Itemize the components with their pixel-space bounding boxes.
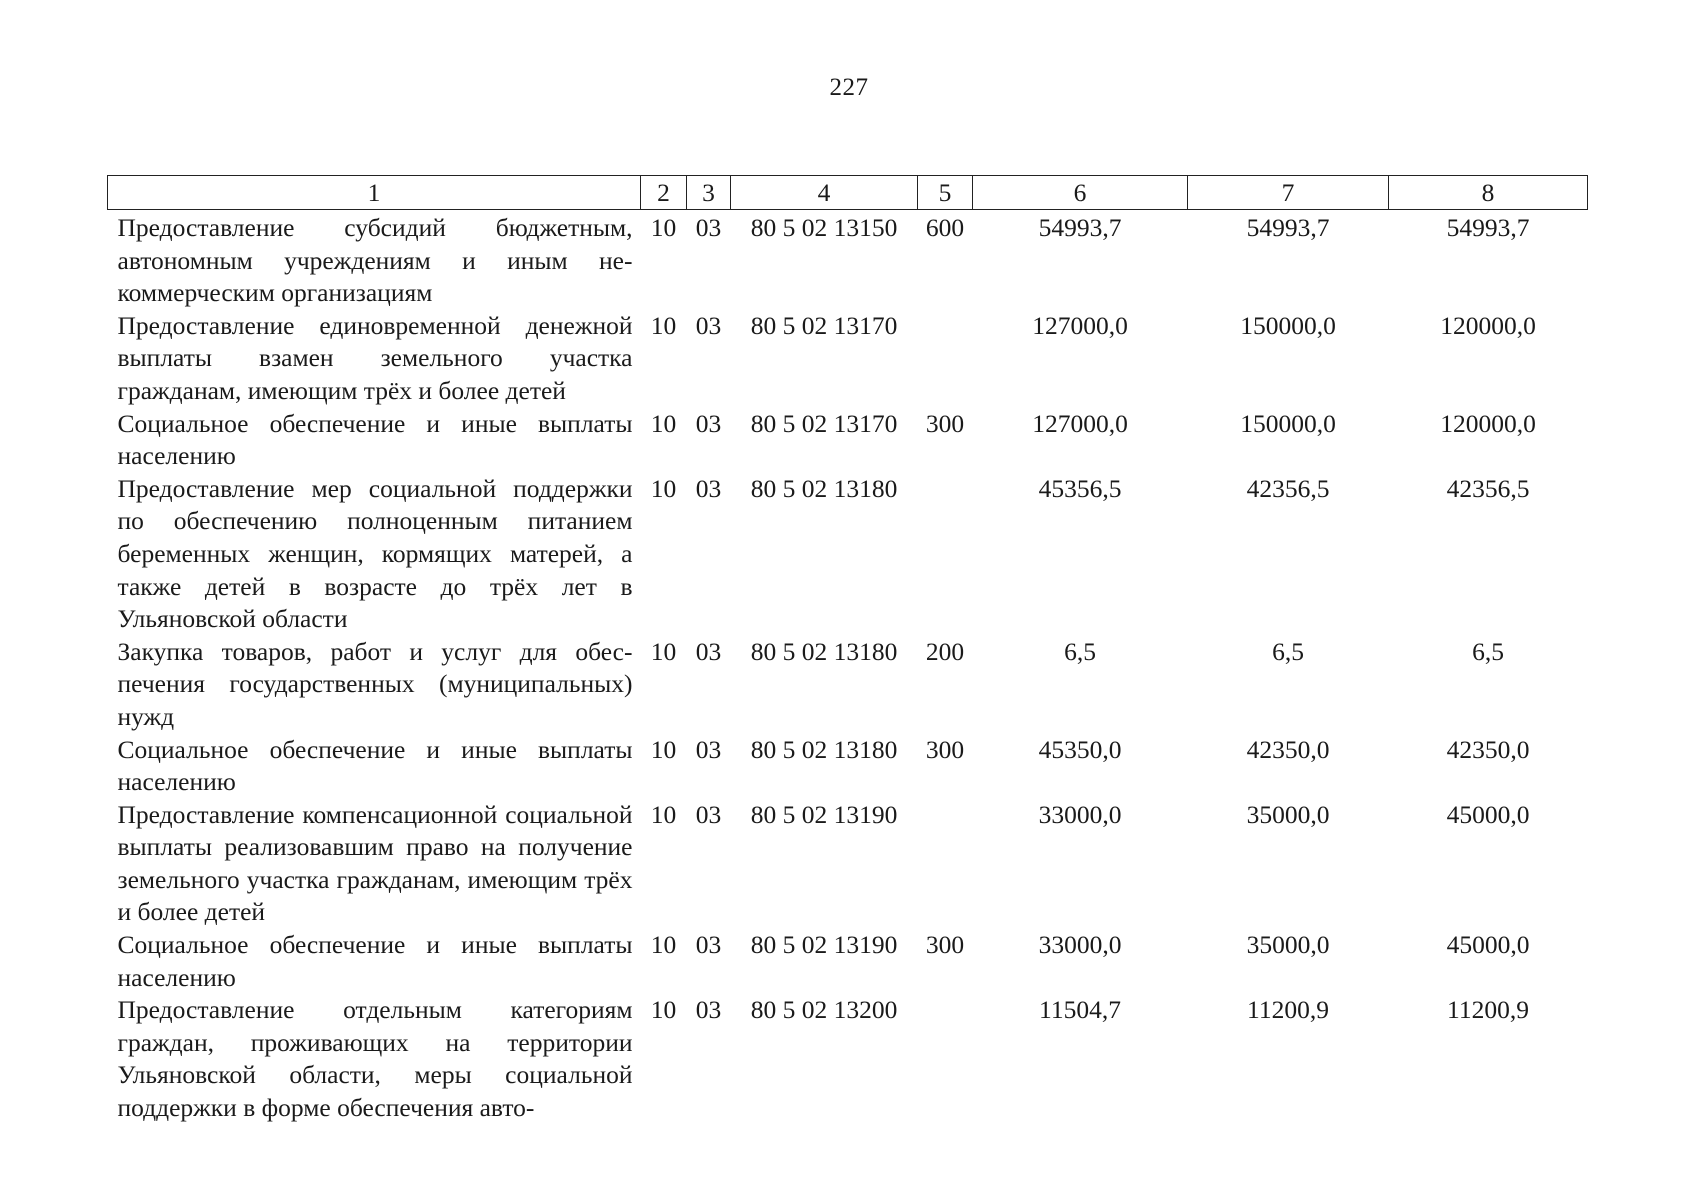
row-target-code: 80 5 02 13180: [750, 473, 898, 503]
row-name: Закупка товаров, работ и услуг для обеспечения государственных (муниципальных) нужд: [117, 636, 633, 731]
table-row: [108, 734, 1588, 799]
row-subsection: 03: [695, 799, 722, 829]
row-value-7: 54993,7: [1246, 213, 1330, 242]
row-section: 10: [650, 995, 677, 1025]
column-header: 3: [687, 176, 731, 210]
row-section: 10: [650, 930, 677, 960]
row-value-6: 127000,0: [1032, 408, 1128, 438]
row-section: 10: [650, 799, 677, 829]
row-subsection: 03: [695, 930, 722, 960]
row-target-code: 80 5 02 13190: [750, 930, 898, 960]
row-value-6: 45356,5: [1038, 473, 1122, 503]
row-subsection: 03: [695, 995, 722, 1025]
table-row: [108, 636, 1588, 734]
row-target-code: 80 5 02 13150: [750, 213, 898, 242]
row-subsection: 03: [695, 734, 722, 764]
row-target-code: 80 5 02 13180: [750, 734, 898, 764]
table-row: [108, 799, 1588, 929]
row-value-8: 42350,0: [1446, 734, 1530, 764]
row-value-7: 6,5: [1272, 636, 1304, 666]
row-value-8: 11200,9: [1447, 995, 1529, 1025]
row-subsection: 03: [695, 636, 722, 666]
row-target-code: 80 5 02 13170: [750, 310, 898, 340]
row-expense-type: 600: [925, 213, 965, 242]
row-value-8: 54993,7: [1446, 213, 1530, 242]
column-header: 7: [1188, 176, 1389, 210]
row-name: Предоставление компенсационной социальной выплаты реализовавшим право на получение земельного участка гражданам, имеющим трёх и более детей: [117, 799, 633, 927]
column-header: 5: [918, 176, 973, 210]
row-name: Социальное обеспечение и иные выплаты населению: [117, 734, 633, 797]
row-section: 10: [650, 408, 677, 438]
row-subsection: 03: [695, 408, 722, 438]
row-value-6: 6,5: [1064, 636, 1096, 666]
row-value-6: 54993,7: [1038, 213, 1122, 242]
row-value-7: 42356,5: [1246, 473, 1330, 503]
row-expense-type: 200: [925, 636, 965, 666]
row-value-8: 120000,0: [1440, 310, 1536, 340]
row-expense-type: 300: [925, 734, 965, 764]
table-row: [108, 310, 1588, 408]
row-value-7: 42350,0: [1246, 734, 1330, 764]
row-expense-type: [918, 799, 973, 929]
row-value-7: 150000,0: [1240, 310, 1336, 340]
row-subsection: 03: [695, 473, 722, 503]
column-header: 8: [1389, 176, 1588, 210]
row-expense-type: 300: [925, 408, 965, 438]
page-number: 227: [829, 74, 869, 101]
row-value-8: 45000,0: [1446, 799, 1530, 829]
row-expense-type: [918, 473, 973, 636]
row-value-7: 35000,0: [1246, 799, 1330, 829]
row-section: 10: [650, 213, 677, 242]
row-value-8: 120000,0: [1440, 408, 1536, 438]
table-row: [108, 408, 1588, 473]
table-header-row: [108, 176, 1588, 210]
row-value-8: 42356,5: [1446, 473, 1530, 503]
row-name: Предоставление единовременной денежной выплаты взамен земельного участка гражданам, имеющим трёх и более детей: [117, 310, 633, 405]
budget-table: [107, 175, 1588, 1125]
row-value-6: 45350,0: [1038, 734, 1122, 764]
table-row: [108, 473, 1588, 636]
row-value-6: 127000,0: [1032, 310, 1128, 340]
column-header: 1: [108, 176, 641, 210]
row-name: Предоставление субсидий бюджетным, автономным учреждениям и иным некоммерческим организациям: [117, 213, 633, 308]
table-row: [108, 929, 1588, 994]
row-section: 10: [650, 310, 677, 340]
row-target-code: 80 5 02 13200: [750, 995, 898, 1025]
row-value-6: 11504,7: [1039, 995, 1121, 1025]
row-section: 10: [650, 473, 677, 503]
row-subsection: 03: [695, 310, 722, 340]
row-section: 10: [650, 636, 677, 666]
row-name: Предоставление отдельным категориям граждан, проживающих на территории Ульяновской области, меры социальной поддержки в форме обеспечения авто-: [117, 995, 633, 1123]
row-target-code: 80 5 02 13170: [750, 408, 898, 438]
row-section: 10: [650, 734, 677, 764]
row-target-code: 80 5 02 13180: [750, 636, 898, 666]
row-value-7: 11200,9: [1247, 995, 1329, 1025]
row-name: Социальное обеспечение и иные выплаты населению: [117, 408, 633, 471]
row-subsection: 03: [695, 213, 722, 242]
row-value-6: 33000,0: [1038, 930, 1122, 960]
row-target-code: 80 5 02 13190: [750, 799, 898, 829]
row-value-6: 33000,0: [1038, 799, 1122, 829]
row-name: Социальное обеспечение и иные выплаты населению: [117, 930, 633, 992]
row-value-8: 6,5: [1472, 636, 1504, 666]
row-expense-type: [918, 310, 973, 408]
row-expense-type: [918, 994, 973, 1124]
row-expense-type: 300: [925, 930, 965, 960]
column-header: 2: [641, 176, 687, 210]
row-value-7: 150000,0: [1240, 408, 1336, 438]
row-name: Предоставление мер социальной поддержки по обеспечению полноценным питанием беременных женщин, кормящих матерей, а также детей в возрасте до трёх лет в Ульяновской области: [117, 473, 633, 634]
table-row: [108, 210, 1588, 310]
column-header: 6: [973, 176, 1188, 210]
row-value-7: 35000,0: [1246, 930, 1330, 960]
table-row: [108, 994, 1588, 1124]
row-value-8: 45000,0: [1446, 930, 1530, 960]
column-header: 4: [731, 176, 918, 210]
